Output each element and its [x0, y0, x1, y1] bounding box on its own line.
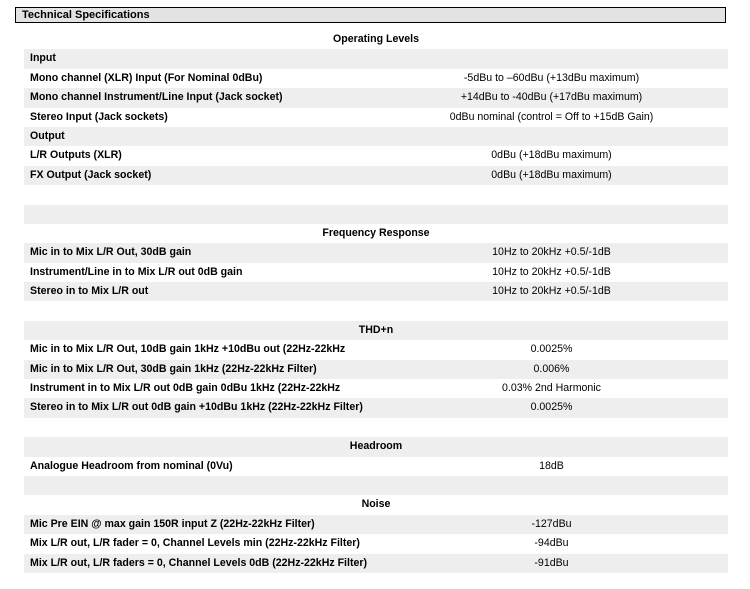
- spec-label: Mic in to Mix L/R Out, 30dB gain: [30, 246, 192, 259]
- spec-value: 0dBu (+18dBu maximum): [491, 149, 612, 162]
- blank-row: [24, 205, 728, 224]
- section-title: THD+n: [358, 323, 394, 336]
- spec-table: [24, 30, 728, 573]
- blank-row: [24, 476, 728, 495]
- spec-value: 0.03% 2nd Harmonic: [502, 382, 601, 395]
- spec-value: +14dBu to -40dBu (+17dBu maximum): [460, 91, 643, 104]
- spec-label: Mic in to Mix L/R Out, 30dB gain 1kHz (22Hz-22kHz Filter): [30, 362, 317, 375]
- blank-row: [24, 185, 728, 204]
- spec-value: 10Hz to 20kHz +0.5/-1dB: [492, 285, 611, 298]
- spec-row: [24, 457, 728, 476]
- spec-row: [24, 69, 728, 88]
- spec-value: -94dBu: [534, 537, 569, 550]
- spec-value: 0.0025%: [530, 343, 573, 356]
- spec-value: -5dBu to –60dBu (+13dBu maximum): [463, 71, 640, 84]
- spec-row: [24, 166, 728, 185]
- section-title-row: [24, 321, 728, 340]
- blank-row: [24, 301, 728, 320]
- spec-value: 0.006%: [533, 362, 570, 375]
- blank-row: [24, 418, 728, 437]
- spec-row: [24, 127, 728, 146]
- spec-row: [24, 515, 728, 534]
- spec-header-title: Technical Specifications: [22, 9, 150, 21]
- section-title-row: [24, 437, 728, 456]
- spec-row: [24, 282, 728, 301]
- spec-label: Stereo in to Mix L/R out: [30, 285, 149, 298]
- spec-label: FX Output (Jack socket): [30, 168, 152, 181]
- spec-row: [24, 243, 728, 262]
- spec-label: Output: [30, 129, 65, 142]
- spec-value: 0.0025%: [530, 401, 573, 414]
- section-title: Headroom: [349, 440, 403, 453]
- spec-label: Mono channel Instrument/Line Input (Jack socket): [30, 91, 283, 104]
- spec-row: [24, 146, 728, 165]
- spec-row: [24, 340, 728, 359]
- spec-row: [24, 534, 728, 553]
- spec-value: -91dBu: [534, 556, 569, 569]
- spec-row: [24, 554, 728, 573]
- spec-label: Analogue Headroom from nominal (0Vu): [30, 459, 233, 472]
- section-title: Noise: [361, 498, 391, 511]
- spec-value: -127dBu: [531, 517, 572, 530]
- spec-label: Mono channel (XLR) Input (For Nominal 0dBu): [30, 71, 263, 84]
- spec-row: [24, 398, 728, 417]
- spec-row: [24, 379, 728, 398]
- spec-value: 0dBu nominal (control = Off to +15dB Gain): [449, 110, 654, 123]
- section-title-row: [24, 30, 728, 49]
- spec-header: [15, 7, 726, 23]
- spec-label: Instrument/Line in to Mix L/R out 0dB gain: [30, 265, 243, 278]
- spec-label: Mic in to Mix L/R Out, 10dB gain 1kHz +10dBu out (22Hz-22kHz: [30, 343, 346, 356]
- spec-row: [24, 263, 728, 282]
- spec-label: Instrument in to Mix L/R out 0dB gain 0dBu 1kHz (22Hz-22kHz: [30, 382, 341, 395]
- spec-label: Mic Pre EIN @ max gain 150R input Z (22Hz-22kHz Filter): [30, 517, 315, 530]
- spec-value: 10Hz to 20kHz +0.5/-1dB: [492, 246, 611, 259]
- section-title: Operating Levels: [333, 33, 419, 45]
- spec-label: Mix L/R out, L/R faders = 0, Channel Levels 0dB (22Hz-22kHz Filter): [30, 556, 368, 569]
- spec-value: 10Hz to 20kHz +0.5/-1dB: [492, 265, 611, 278]
- spec-label: Mix L/R out, L/R fader = 0, Channel Levels min (22Hz-22kHz Filter): [30, 537, 360, 550]
- section-title-row: [24, 224, 728, 243]
- spec-label: L/R Outputs (XLR): [30, 149, 122, 162]
- spec-row: [24, 88, 728, 107]
- spec-label: Stereo in to Mix L/R out 0dB gain +10dBu 1kHz (22Hz-22kHz Filter): [30, 401, 363, 414]
- spec-row: [24, 108, 728, 127]
- spec-label: Input: [30, 52, 56, 65]
- spec-row: [24, 49, 728, 68]
- section-title: Frequency Response: [322, 226, 430, 239]
- spec-row: [24, 360, 728, 379]
- spec-value: 0dBu (+18dBu maximum): [491, 168, 612, 181]
- section-title-row: [24, 495, 728, 514]
- spec-value: 18dB: [539, 459, 564, 472]
- spec-label: Stereo Input (Jack sockets): [30, 110, 168, 123]
